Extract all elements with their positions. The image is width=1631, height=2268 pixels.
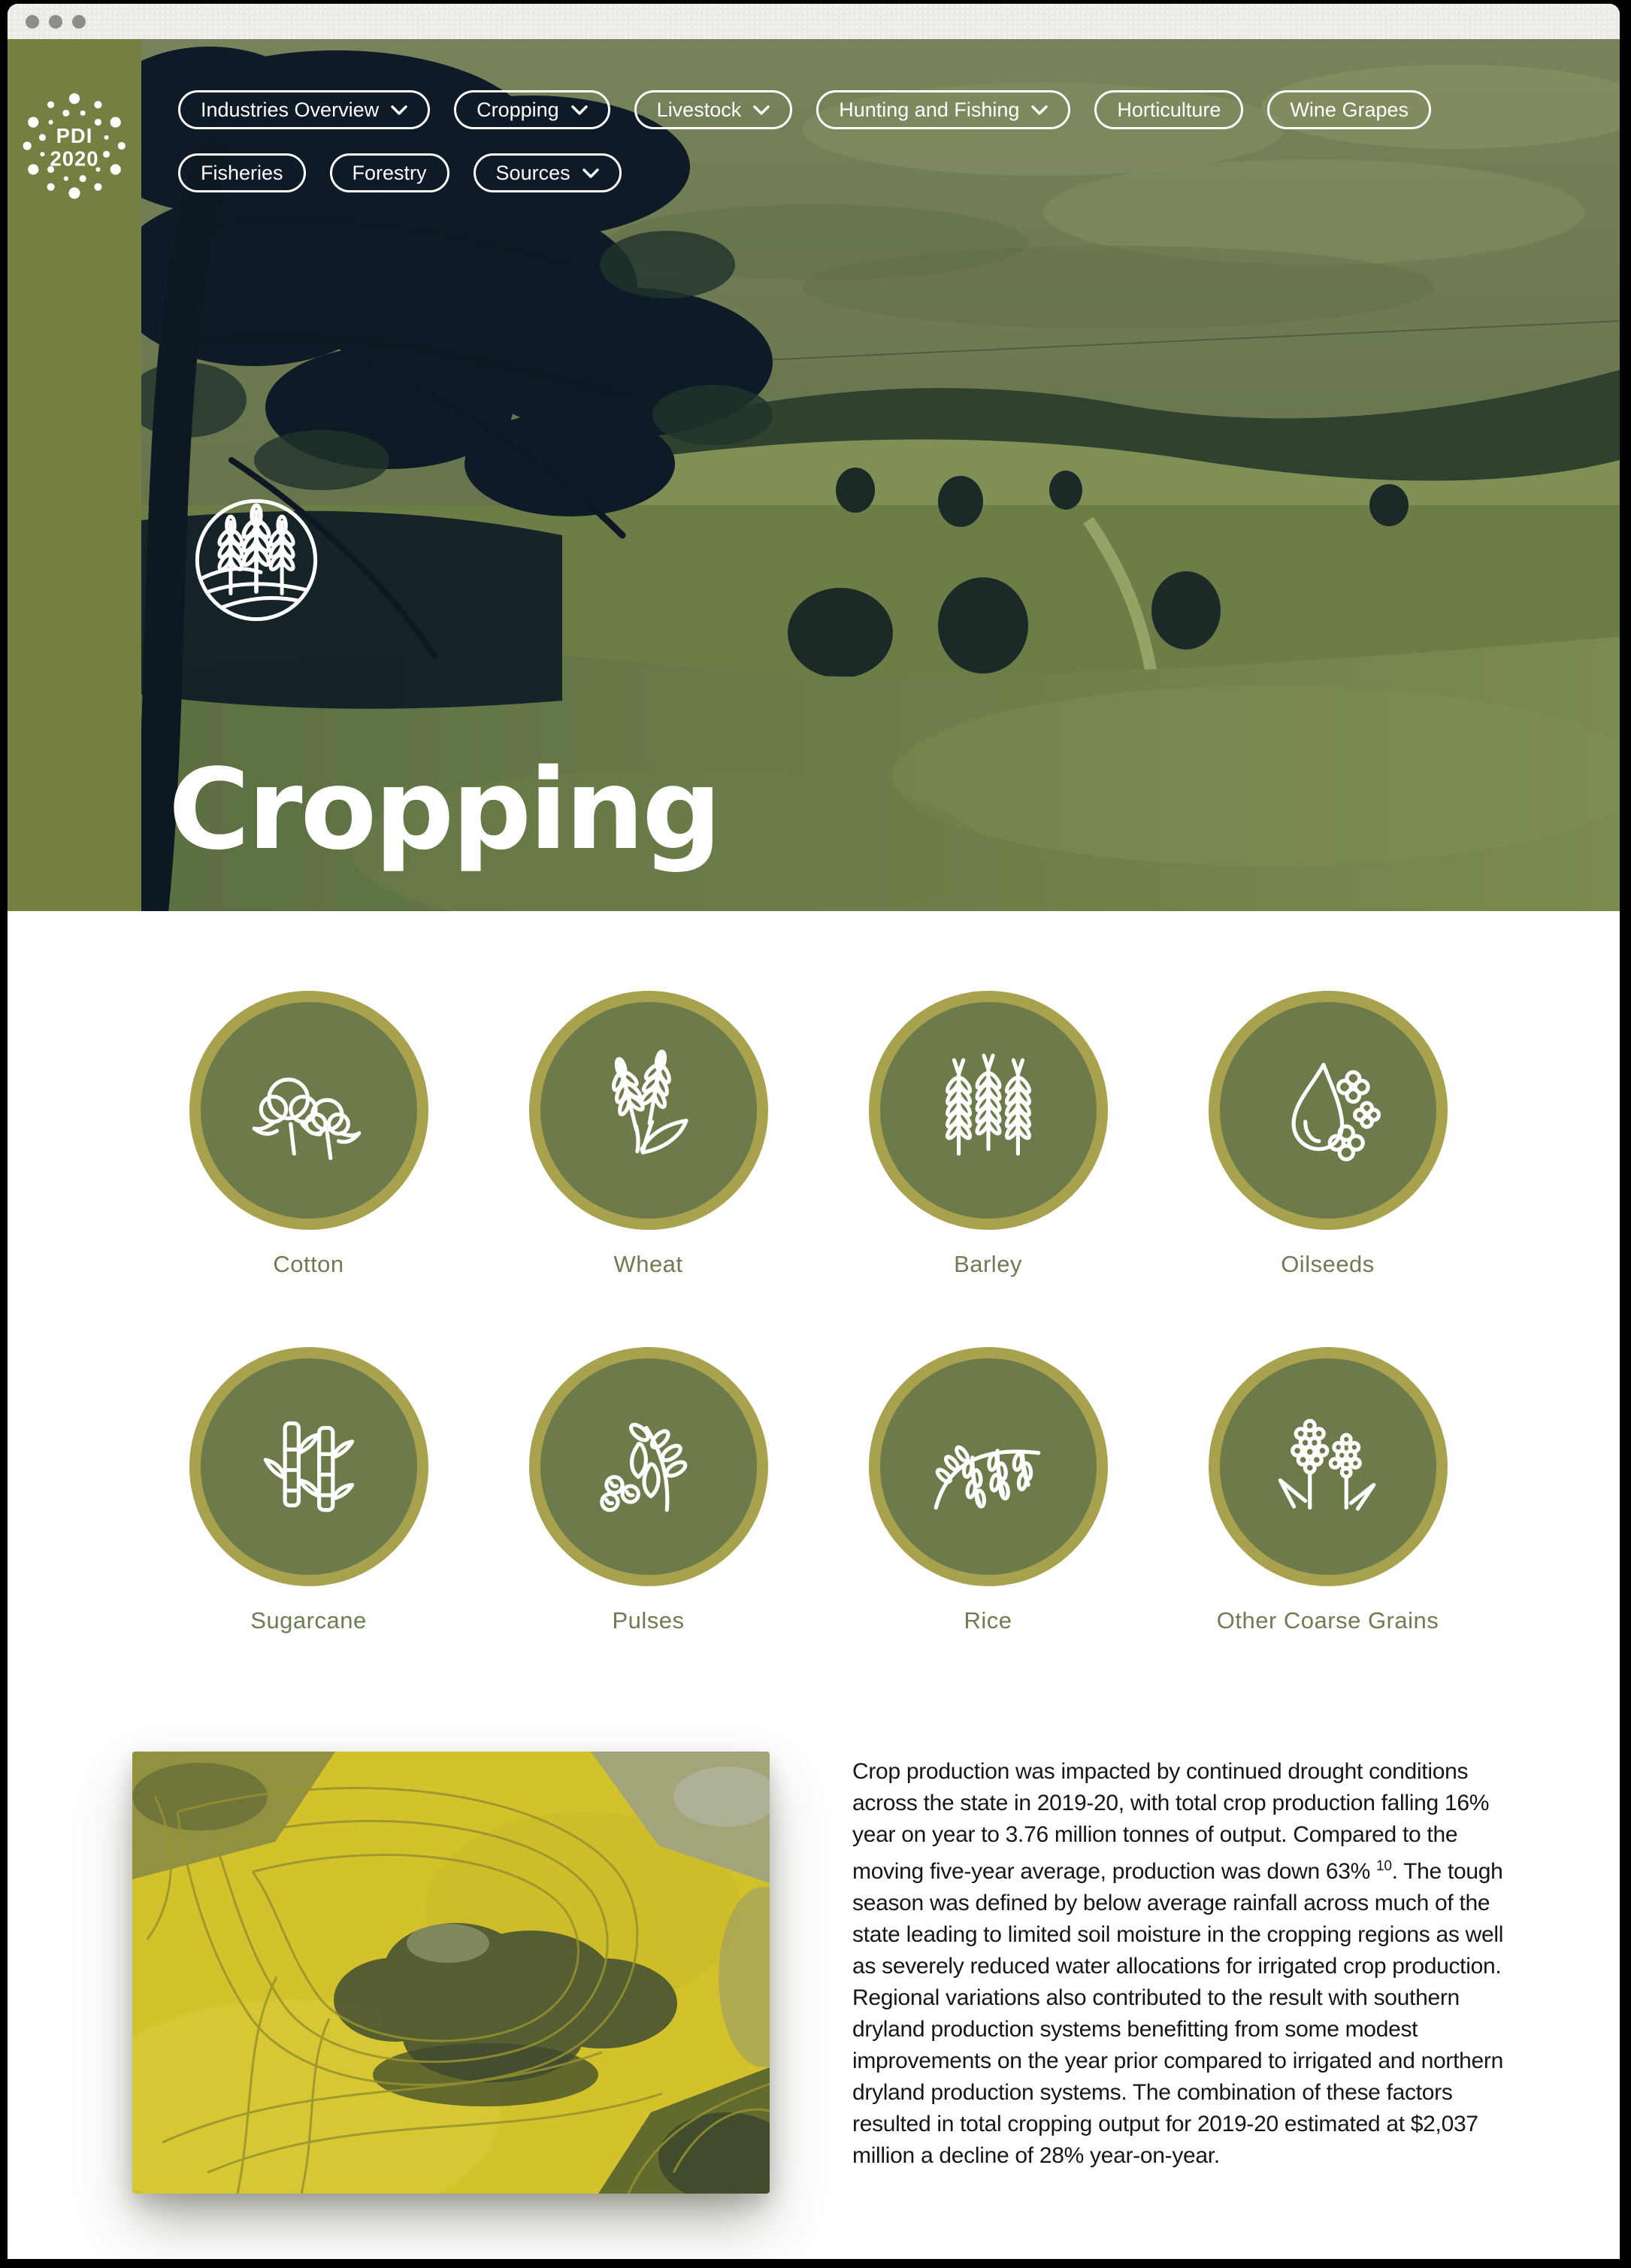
crop-card-rice[interactable] (869, 1347, 1108, 1586)
crop-cell-pulses (479, 1347, 819, 1634)
hero-photo-area (141, 39, 1620, 911)
nav-label: Wine Grapes (1290, 98, 1409, 121)
nav-label: Fisheries (201, 161, 283, 184)
chevron-down-icon (753, 105, 770, 115)
nav-livestock[interactable] (634, 90, 793, 129)
crop-cell-wheat (479, 991, 819, 1278)
main-navigation (178, 90, 1431, 192)
window-minimize-dot[interactable] (49, 15, 62, 29)
crop-card-wheat[interactable] (529, 991, 768, 1230)
footnote-reference[interactable]: 10 (1376, 1858, 1392, 1874)
crop-cell-other-coarse-grains (1158, 1347, 1498, 1634)
nav-wine-grapes[interactable] (1267, 90, 1431, 129)
crop-grid (8, 991, 1620, 1634)
pdi-2020-logo[interactable] (17, 89, 132, 203)
oilseeds-icon (1260, 1042, 1396, 1179)
nav-label: Horticulture (1117, 98, 1221, 121)
crop-cell-cotton (139, 991, 479, 1278)
article-paragraph-part1: Crop production was impacted by continued drought conditions across the state in 2019-20, with total crop production falling 16% year on year to 3.76 million tonnes of output. Compared to the moving five-year average, production was down 63% (852, 1759, 1490, 1884)
pulses-icon (580, 1398, 717, 1535)
nav-industries-overview[interactable] (178, 90, 430, 129)
crop-cell-sugarcane (139, 1347, 479, 1634)
nav-row-2 (178, 153, 1431, 192)
crop-label: Oilseeds (1281, 1251, 1375, 1277)
article-text (852, 1752, 1529, 2194)
logo-line1: PDI (56, 123, 93, 147)
crop-label: Sugarcane (250, 1607, 367, 1634)
browser-window (8, 4, 1620, 2259)
crop-cell-rice (819, 1347, 1158, 1634)
chevron-down-icon (391, 105, 407, 115)
coarse-grains-icon (1260, 1398, 1396, 1535)
nav-label: Cropping (477, 98, 559, 121)
crop-card-barley[interactable] (869, 991, 1108, 1230)
window-close-dot[interactable] (26, 15, 39, 29)
crop-cell-barley (819, 991, 1158, 1278)
crop-cell-oilseeds (1158, 991, 1498, 1278)
crop-card-pulses[interactable] (529, 1347, 768, 1586)
sugarcane-icon (241, 1398, 377, 1535)
article-section (8, 1752, 1620, 2194)
nav-label: Industries Overview (201, 98, 380, 121)
crop-card-cotton[interactable] (189, 991, 428, 1230)
nav-sources[interactable] (474, 153, 622, 192)
nav-label: Livestock (656, 98, 742, 121)
chevron-down-icon (582, 168, 599, 178)
crop-label: Barley (954, 1251, 1022, 1277)
crop-label: Other Coarse Grains (1216, 1607, 1439, 1634)
crop-label: Pulses (612, 1607, 685, 1634)
hero-section (8, 39, 1620, 911)
aerial-canola-image (132, 1752, 770, 2194)
field-aerial-photo (132, 1752, 770, 2194)
nav-forestry[interactable] (330, 153, 449, 192)
crop-card-oilseeds[interactable] (1209, 991, 1448, 1230)
chevron-down-icon (1031, 105, 1048, 115)
cotton-icon (241, 1042, 377, 1179)
crop-label: Cotton (273, 1251, 344, 1277)
barley-icon (920, 1042, 1057, 1179)
crop-card-other-coarse-grains[interactable] (1209, 1347, 1448, 1586)
nav-hunting-and-fishing[interactable] (816, 90, 1070, 129)
page-title: Cropping (168, 745, 720, 875)
nav-label: Sources (495, 161, 570, 184)
nav-label: Hunting and Fishing (839, 98, 1020, 121)
crop-card-sugarcane[interactable] (189, 1347, 428, 1586)
window-titlebar (8, 4, 1620, 39)
wheat-icon (580, 1042, 717, 1179)
wheat-field-icon (189, 493, 323, 627)
nav-label: Forestry (352, 161, 427, 184)
crop-label: Rice (964, 1607, 1012, 1634)
window-maximize-dot[interactable] (72, 15, 86, 29)
left-sidebar (8, 39, 141, 911)
nav-horticulture[interactable] (1094, 90, 1243, 129)
nav-row-1 (178, 90, 1431, 129)
chevron-down-icon (571, 105, 588, 115)
logo-line2: 2020 (50, 147, 99, 171)
article-paragraph-part2: . The tough season was defined by below average rainfall across much of the state leading to limited soil moisture in the cropping regions as well as severely reduced water allocations for irrigated crop production. Regional variations also contributed to the result with southern dryland production systems benefitting from some modest improvements on the year prior compared to irrigated and northern dryland production systems. The combination of these factors resulted in total cropping output for 2019-20 estimated at $2,037 million a decline of 28% year-on-year. (852, 1859, 1504, 2168)
crop-label: Wheat (613, 1251, 683, 1277)
nav-cropping[interactable] (454, 90, 610, 129)
nav-fisheries[interactable] (178, 153, 306, 192)
rice-icon (920, 1398, 1057, 1535)
crop-types-section (8, 911, 1620, 1634)
